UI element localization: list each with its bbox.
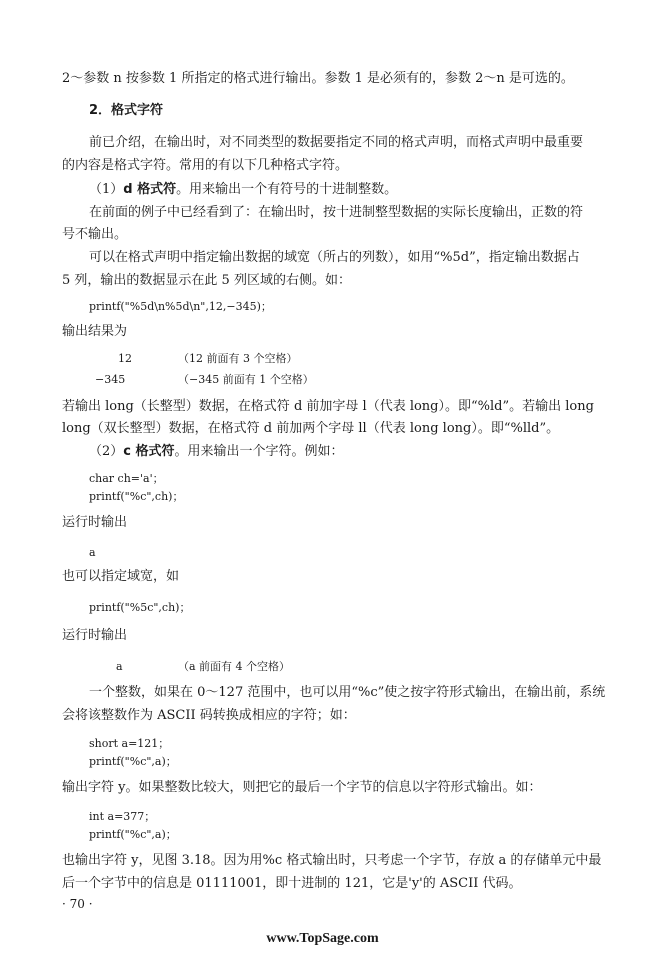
- text-line: 也输出字符 y，见图 3.18。因为用%c 格式输出时，只考虑一个字节，存放 a 的存储单元中最: [62, 853, 602, 868]
- text-line: 输出结果为: [62, 324, 128, 339]
- item-text: 。用来输出一个字符。例如：: [174, 444, 344, 459]
- text-line: 会将该整数作为 ASCII 码转换成相应的字符；如：: [62, 708, 356, 723]
- code-line: printf("%5d\n%5d\n",12,−345)；: [89, 300, 272, 313]
- output-comment: （12 前面有 3 个空格）: [178, 352, 298, 365]
- output-value: a: [89, 546, 96, 559]
- item-number: （1）: [89, 182, 124, 197]
- code-line: char ch='a'；: [89, 472, 164, 485]
- output-value: a: [116, 660, 123, 673]
- text-line: 也可以指定域宽，如: [62, 569, 180, 584]
- code-line: short a=121；: [89, 737, 170, 750]
- output-value: 12: [118, 352, 132, 365]
- text-line: 运行时输出: [62, 628, 128, 643]
- code-line: int a=377；: [89, 810, 156, 823]
- text-line: 号不输出。: [62, 227, 128, 242]
- text-line: 可以在格式声明中指定输出数据的域宽（所占的列数），如用“%5d”，指定输出数据占: [89, 250, 580, 265]
- text-line: 若输出 long（长整型）数据，在格式符 d 前加字母 l（代表 long）。即“%ld”。若输出 long: [62, 399, 594, 414]
- text-line: [89, 443, 344, 461]
- text-line: 前已介绍，在输出时，对不同类型的数据要指定不同的格式声明，而格式声明中最重要: [89, 135, 584, 150]
- code-line: printf("%5c",ch)；: [89, 601, 191, 614]
- footer-watermark: www.TopSage.com: [266, 931, 379, 946]
- format-term: d 格式符: [123, 182, 177, 197]
- text-line: 一个整数，如果在 0～127 范围中，也可以用“%c”使之按字符形式输出，在输出前，系统: [89, 685, 606, 700]
- item-number: （2）: [89, 444, 124, 459]
- code-line: printf("%c",a)；: [89, 828, 177, 841]
- text-line: 在前面的例子中已经看到了：在输出时，按十进制整型数据的实际长度输出，正数的符: [89, 205, 584, 220]
- text-line: 的内容是格式字符。常用的有以下几种格式字符。: [62, 158, 349, 173]
- text-line: [89, 181, 397, 199]
- text-line: 后一个字节中的信息是 01111001，即十进制的 121，它是'y'的 ASCII 代码。: [62, 876, 522, 891]
- text-line: 输出字符 y。如果整数比较大，则把它的最后一个字节的信息以字符形式输出。如：: [62, 780, 542, 795]
- code-line: printf("%c",ch)；: [89, 490, 184, 503]
- code-line: printf("%c",a)；: [89, 755, 177, 768]
- item-text: 。用来输出一个有符号的十进制整数。: [176, 182, 398, 197]
- format-term: c 格式符: [123, 444, 175, 459]
- section-heading: 2．格式字符: [89, 103, 164, 118]
- text-line: 运行时输出: [62, 515, 128, 530]
- output-comment: （−345 前面有 1 个空格）: [178, 373, 314, 386]
- page-number: · 70 ·: [62, 897, 93, 911]
- text-line: long（双长整型）数据，在格式符 d 前加两个字母 ll（代表 long long）。即“%lld”。: [62, 421, 560, 436]
- output-value: −345: [95, 373, 126, 386]
- text-line: 5 列，输出的数据显示在此 5 列区域的右侧。如：: [62, 273, 351, 288]
- text-line: 2～参数 n 按参数 1 所指定的格式进行输出。参数 1 是必须有的，参数 2～n 是可选的。: [62, 71, 574, 86]
- output-comment: （a 前面有 4 个空格）: [178, 660, 291, 673]
